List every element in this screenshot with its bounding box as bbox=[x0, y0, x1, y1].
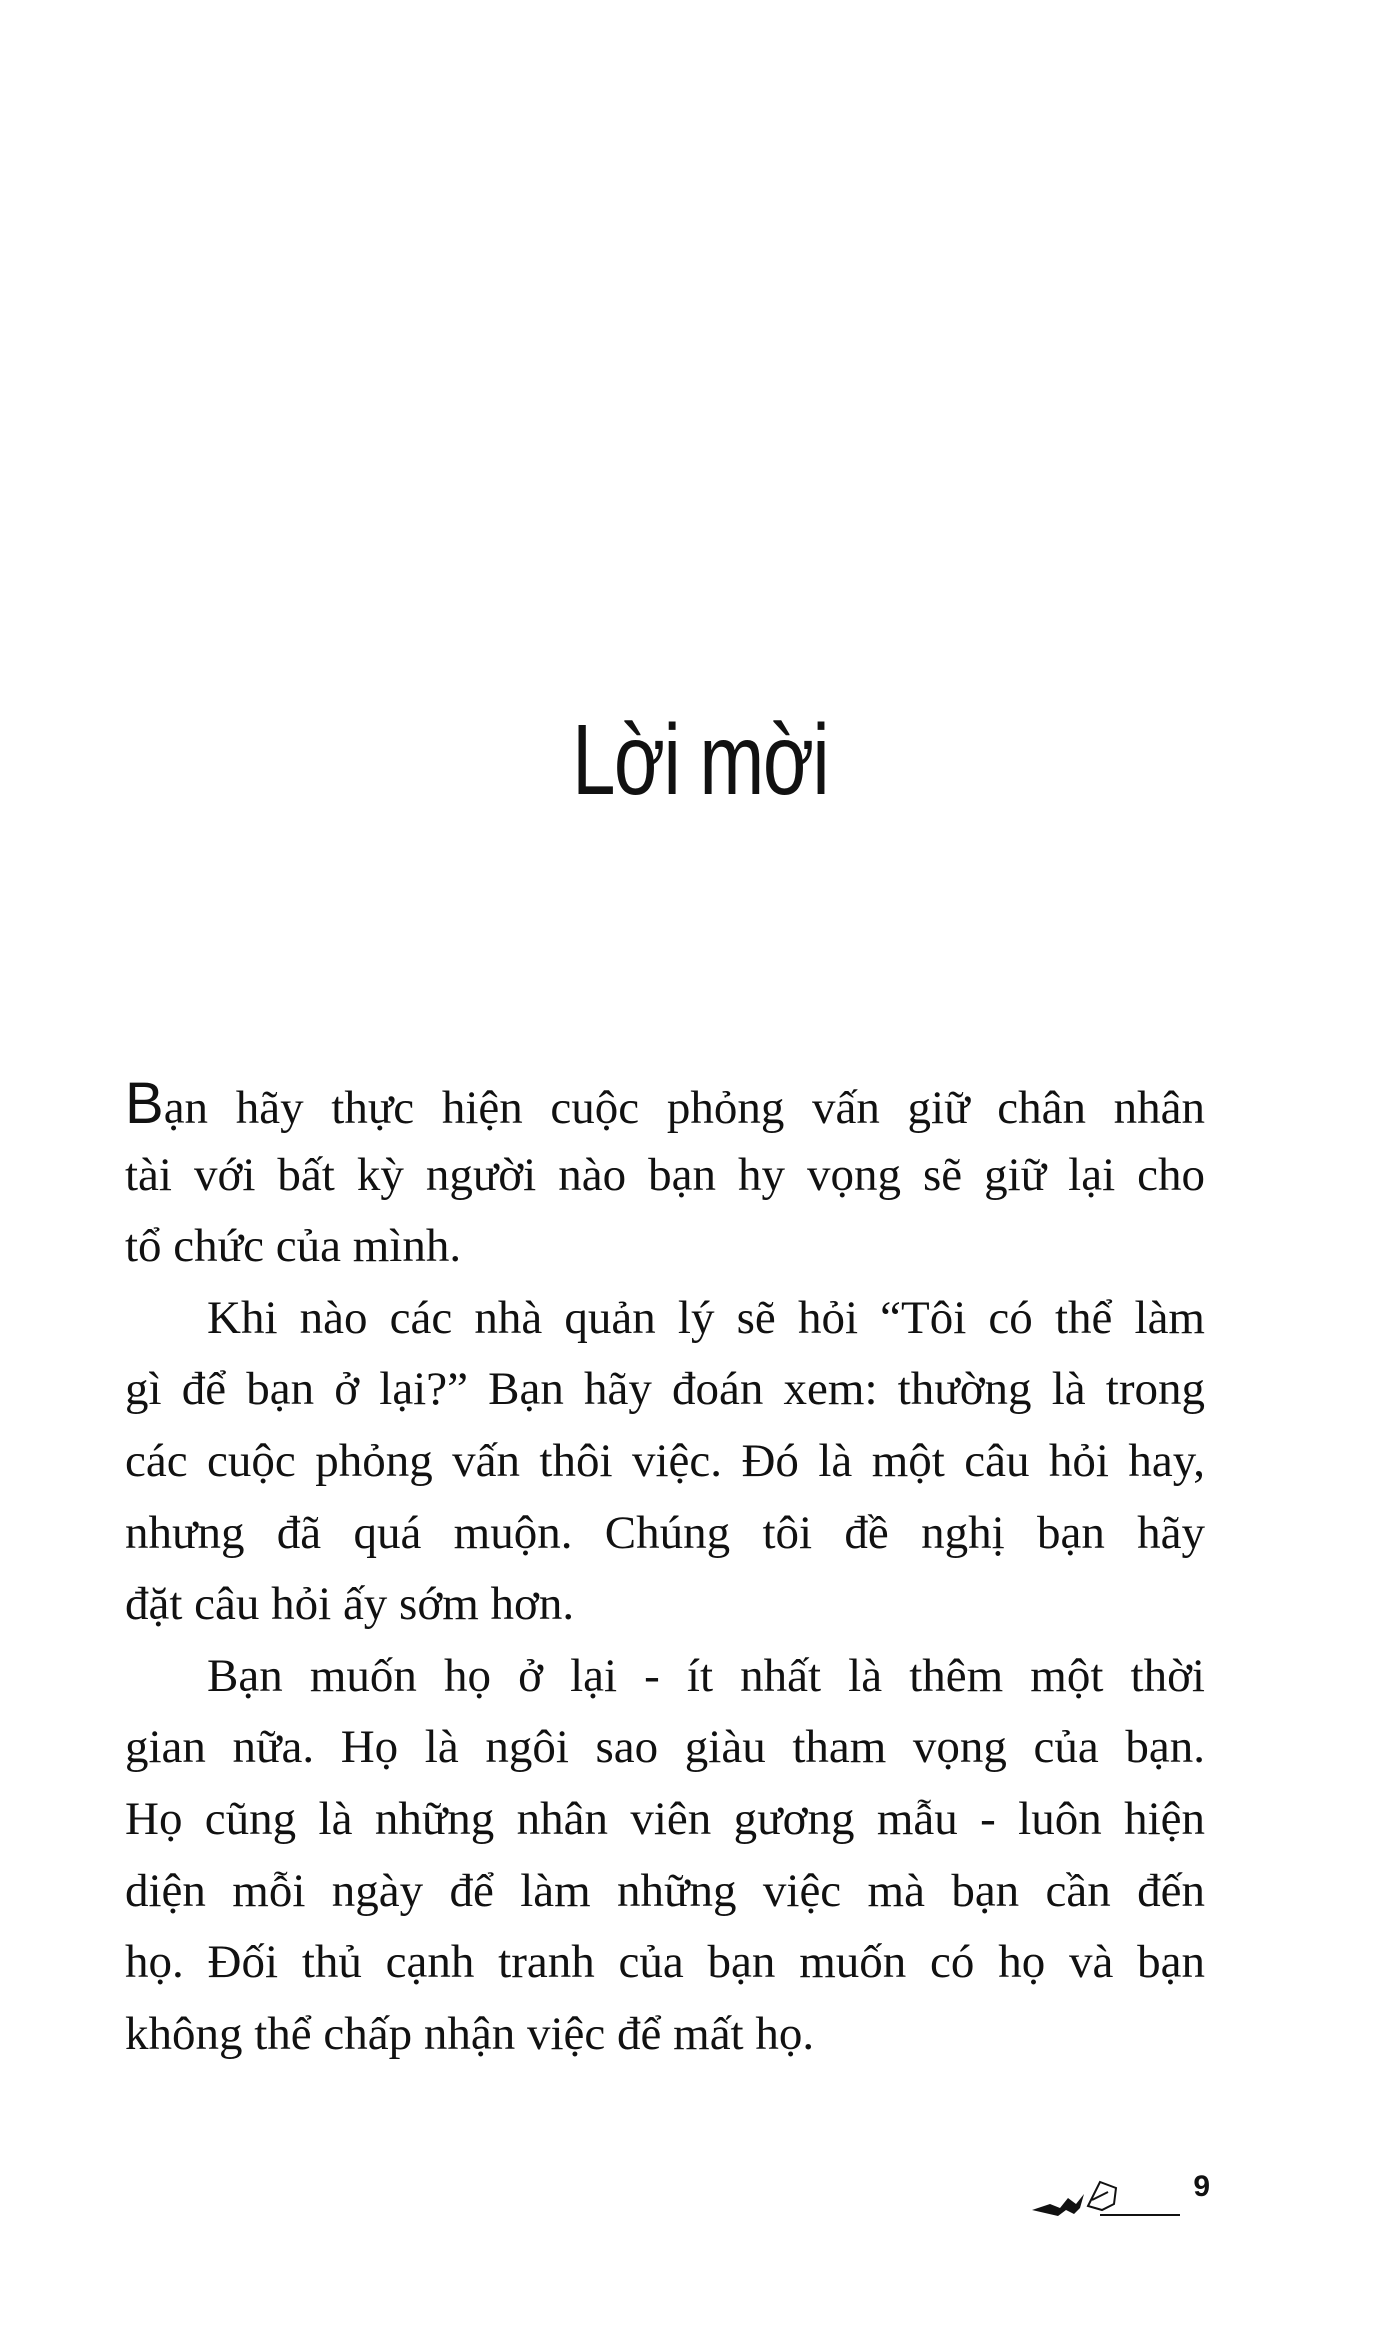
text-line: họ. Đối thủ cạnh tranh của bạn muốn có họ và bạn bbox=[125, 1936, 1205, 1989]
text-line: tài với bất kỳ người nào bạn hy vọng sẽ giữ lại cho bbox=[125, 1148, 1205, 1201]
text-line: Khi nào các nhà quản lý sẽ hỏi “Tôi có thể làm bbox=[207, 1291, 1205, 1344]
running-figure-ornament-icon bbox=[1030, 2170, 1180, 2220]
text-line: nhưng đã quá muộn. Chúng tôi đề nghị bạn hãy bbox=[125, 1506, 1205, 1559]
text-line: gì để bạn ở lại?” Bạn hãy đoán xem: thường là trong bbox=[125, 1363, 1205, 1416]
page-number: 9 bbox=[1193, 2170, 1210, 2203]
page-footer bbox=[1030, 2170, 1210, 2220]
text-line: tổ chức của mình. bbox=[125, 1220, 462, 1273]
text-line: diện mỗi ngày để làm những việc mà bạn cần đến bbox=[125, 1864, 1205, 1917]
text-line: Họ cũng là những nhân viên gương mẫu - luôn hiện bbox=[125, 1792, 1205, 1845]
text-line: Bạn hãy thực hiện cuộc phỏng vấn giữ chân nhân bbox=[125, 1071, 1205, 1136]
text-line: đặt câu hỏi ấy sớm hơn. bbox=[125, 1578, 575, 1631]
text-line: gian nữa. Họ là ngôi sao giàu tham vọng của bạn. bbox=[125, 1721, 1205, 1774]
body-text bbox=[125, 1068, 1205, 2070]
chapter-title: Lời mời bbox=[571, 704, 829, 816]
initial-letter: B bbox=[125, 1071, 164, 1136]
text-line: các cuộc phỏng vấn thôi việc. Đó là một câu hỏi hay, bbox=[125, 1434, 1205, 1487]
text-line: không thể chấp nhận việc để mất họ. bbox=[125, 2007, 815, 2060]
text-line: Bạn muốn họ ở lại - ít nhất là thêm một thời bbox=[207, 1649, 1205, 1702]
